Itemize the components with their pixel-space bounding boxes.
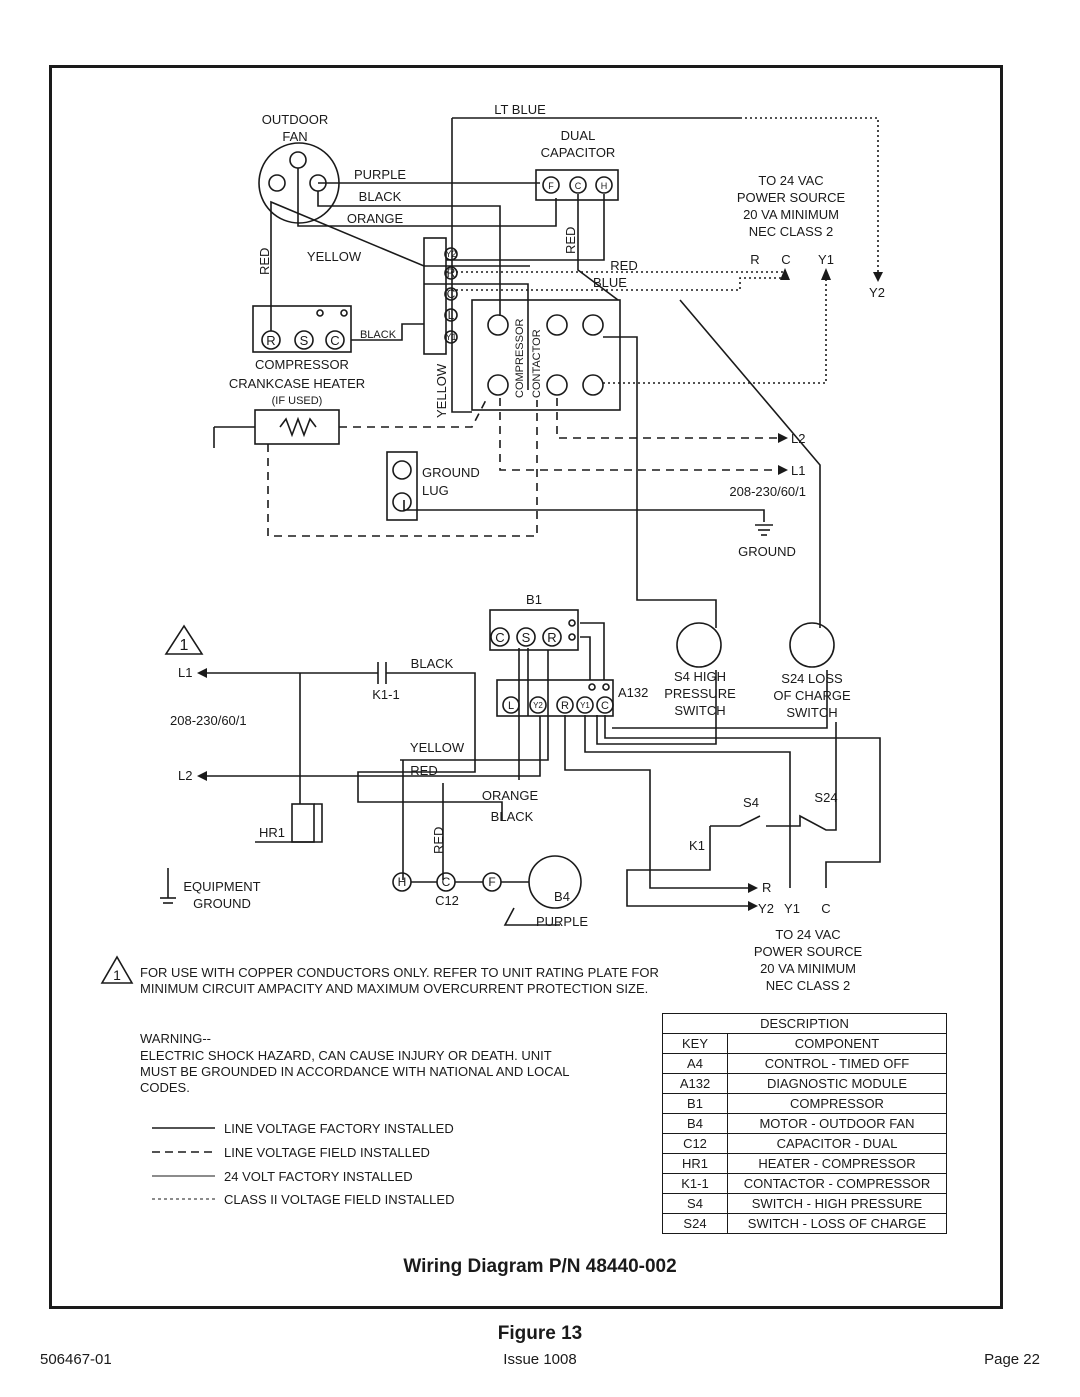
terminal-c-top: C [781, 252, 791, 267]
line-key-3: 24 VOLT FACTORY INSTALLED [224, 1169, 413, 1184]
svg-text:SWITCH: SWITCH [786, 705, 838, 720]
svg-text:F: F [548, 181, 554, 191]
blue-label: BLUE [593, 275, 627, 290]
svg-text:F: F [488, 875, 496, 889]
svg-text:C: C [446, 287, 456, 301]
line-key-1: LINE VOLTAGE FACTORY INSTALLED [224, 1121, 454, 1136]
svg-text:C: C [574, 181, 582, 191]
table-row: B4 MOTOR - OUTDOOR FAN [663, 1114, 947, 1134]
svg-text:20 VA MINIMUM: 20 VA MINIMUM [760, 961, 856, 976]
svg-text:POWER SOURCE: POWER SOURCE [753, 944, 863, 959]
svg-text:NEC CLASS 2: NEC CLASS 2 [748, 224, 834, 239]
black-label: BLACK [358, 189, 402, 204]
hr1-label: HR1 [258, 825, 286, 840]
b4-label: B4 [554, 889, 570, 904]
black-bottom-label: BLACK [410, 656, 454, 671]
l2-label: L2 [791, 431, 806, 446]
svg-text:Y1: Y1 [580, 701, 590, 710]
footer-page: Page 22 [984, 1351, 1040, 1368]
table-row: S24 SWITCH - LOSS OF CHARGE [663, 1214, 947, 1234]
legend-key-header: KEY [663, 1034, 728, 1054]
purple-bottom-label: PURPLE [535, 914, 589, 929]
power-source-top: TO 24 VAC [758, 173, 824, 188]
svg-text:CAPACITOR: CAPACITOR [540, 145, 616, 160]
c12-label: C12 [435, 893, 459, 908]
supply-top: 208-230/60/1 [729, 484, 806, 499]
footer-issue: Issue 1008 [503, 1351, 577, 1368]
svg-text:Y1: Y1 [445, 332, 457, 342]
legend-title: DESCRIPTION [663, 1014, 947, 1034]
terminal-y2-top: Y2 [869, 285, 885, 300]
svg-text:R: R [446, 266, 456, 280]
table-row: A132 DIAGNOSTIC MODULE [663, 1074, 947, 1094]
svg-text:R: R [266, 333, 276, 348]
hr1-heater [292, 804, 314, 842]
table-row: C12 CAPACITOR - DUAL [663, 1134, 947, 1154]
note-1-text: FOR USE WITH COPPER CONDUCTORS ONLY. REFER TO UNIT RATING PLATE FOR MINIMUM CIRCUIT AMPACITY AND MAXIMUM OVERCURRENT PROTECTION SIZE. [140, 965, 659, 996]
compressor-label: COMPRESSOR [255, 357, 349, 372]
crankcase-heater-label: CRANKCASE HEATER [228, 376, 366, 391]
terminal-y1-top: Y1 [818, 252, 834, 267]
black-bottom-label-2: BLACK [490, 809, 534, 824]
svg-text:FAN: FAN [282, 129, 308, 144]
svg-text:COMPRESSOR: COMPRESSOR [514, 318, 526, 398]
yellow-label: YELLOW [306, 249, 362, 264]
terminal-c-bottom: C [821, 901, 831, 916]
svg-text:R: R [561, 700, 569, 712]
lt-blue-label: LT BLUE [494, 102, 546, 117]
outdoor-fan-label: OUTDOOR [261, 112, 329, 127]
dual-capacitor-label: DUAL [560, 128, 596, 143]
svg-text:C: C [330, 333, 340, 348]
svg-text:(IF USED): (IF USED) [271, 395, 323, 407]
terminal-r-top: R [750, 252, 760, 267]
k1-1-label: K1-1 [372, 687, 400, 702]
svg-text:R: R [547, 630, 557, 645]
terminal-strip [424, 238, 446, 354]
svg-text:NEC CLASS 2: NEC CLASS 2 [765, 978, 851, 993]
yellow-bottom-label: YELLOW [409, 740, 465, 755]
svg-text:S: S [299, 333, 309, 348]
crankcase-heater [255, 410, 339, 444]
ground-label: GROUND [738, 544, 796, 559]
supply-bottom: 208-230/60/1 [170, 713, 247, 728]
orange-label: ORANGE [346, 211, 404, 226]
svg-text:SWITCH: SWITCH [674, 703, 726, 718]
equipment-ground-label: EQUIPMENT [183, 879, 261, 894]
figure-caption: Figure 13 [497, 1323, 583, 1344]
svg-text:S: S [521, 630, 531, 645]
table-row: S4 SWITCH - HIGH PRESSURE [663, 1194, 947, 1214]
red-bottom-label: RED [410, 763, 438, 778]
red-label-capacitor: RED [563, 226, 578, 254]
l2-bottom-label: L2 [178, 768, 193, 783]
table-row: K1-1 CONTACTOR - COMPRESSOR [663, 1174, 947, 1194]
s4-switch-symbol [677, 623, 721, 667]
l1-label: L1 [791, 463, 806, 478]
svg-text:Y2: Y2 [445, 249, 457, 259]
red-label-strip: RED [610, 258, 638, 273]
svg-text:L: L [507, 700, 515, 712]
line-key-2: LINE VOLTAGE FIELD INSTALLED [224, 1145, 430, 1160]
note-1-mark: 1 [179, 637, 189, 654]
note-1-mark-small: 1 [113, 967, 121, 983]
s24-short-label: S24 [814, 790, 838, 805]
svg-text:GROUND: GROUND [193, 896, 251, 911]
svg-text:20 VA MINIMUM: 20 VA MINIMUM [743, 207, 839, 222]
red-label-vertical: RED [257, 247, 272, 275]
a132-label: A132 [618, 685, 649, 700]
component-legend-table [662, 1013, 947, 1234]
red-bottom-vertical: RED [431, 826, 446, 854]
svg-text:L: L [447, 308, 455, 322]
svg-text:LUG: LUG [422, 483, 449, 498]
diagram-title: Wiring Diagram P/N 48440-002 [403, 1256, 677, 1277]
purple-label: PURPLE [353, 167, 407, 182]
power-source-bottom: TO 24 VAC [775, 927, 841, 942]
s24-switch-symbol [790, 623, 834, 667]
svg-text:Y2: Y2 [533, 701, 543, 710]
line-key-4: CLASS II VOLTAGE FIELD INSTALLED [224, 1192, 455, 1207]
l1-bottom-label: L1 [178, 665, 193, 680]
table-row: HR1 HEATER - COMPRESSOR [663, 1154, 947, 1174]
svg-text:C: C [441, 875, 451, 889]
svg-text:H: H [600, 181, 608, 191]
s4-short-label: S4 [743, 795, 759, 810]
s24-label: S24 LOSS [781, 671, 843, 686]
s4-label: S4 HIGH [673, 669, 727, 684]
svg-text:C: C [495, 630, 505, 645]
k1-label: K1 [689, 838, 705, 853]
b1-label: B1 [526, 592, 542, 607]
svg-text:H: H [397, 875, 407, 889]
terminal-y1-bottom: Y1 [784, 901, 800, 916]
footer-doc-number: 506467-01 [40, 1351, 112, 1368]
svg-text:OF CHARGE: OF CHARGE [773, 688, 851, 703]
terminal-r-bottom: R [762, 880, 772, 895]
terminal-y2-bottom: Y2 [758, 901, 774, 916]
table-row: B1 COMPRESSOR [663, 1094, 947, 1114]
svg-text:C: C [601, 700, 609, 712]
warning-text: ELECTRIC SHOCK HAZARD, CAN CAUSE INJURY OR DEATH. UNIT MUST BE GROUNDED IN ACCORDANCE WITH NATIONAL AND LOCAL CODES. [140, 1048, 570, 1095]
orange-bottom-label: ORANGE [481, 788, 539, 803]
svg-text:POWER SOURCE: POWER SOURCE [736, 190, 846, 205]
warning-title: WARNING-- [140, 1031, 212, 1046]
svg-text:CONTACTOR: CONTACTOR [531, 329, 543, 398]
svg-text:BLACK: BLACK [359, 329, 397, 341]
legend-component-header: COMPONENT [728, 1034, 947, 1054]
ground-lug-label: GROUND [422, 465, 480, 480]
yellow-label-vertical: YELLOW [434, 363, 449, 418]
table-row: A4 CONTROL - TIMED OFF [663, 1054, 947, 1074]
svg-text:PRESSURE: PRESSURE [664, 686, 736, 701]
